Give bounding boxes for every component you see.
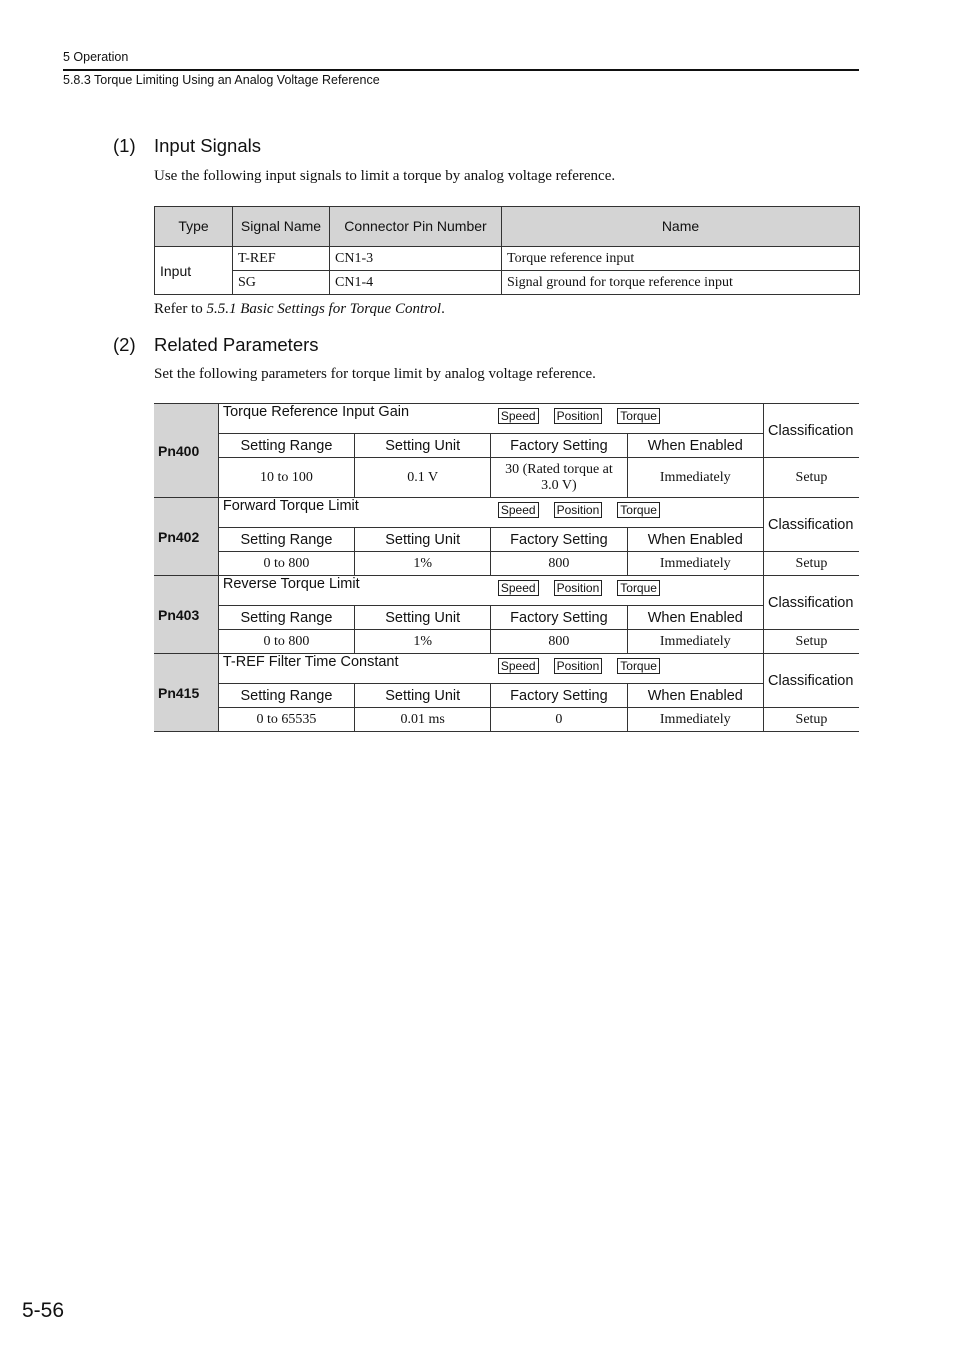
when-enabled-header: When Enabled [627,606,763,630]
table-header-row [155,207,860,247]
setting-unit-value: 0.1 V [355,458,491,498]
signal-cell: SG [233,271,330,295]
parameter-title-text: Forward Torque Limit [222,498,359,514]
column-header-signal-name: Signal Name [233,207,330,247]
setting-unit-value: 1% [355,552,491,576]
setting-unit-value: 0.01 ms [355,708,491,732]
factory-setting-value: 800 [491,630,627,654]
factory-setting-value: 800 [491,552,627,576]
control-mode-tags [498,580,675,596]
position-tag: Position [554,658,603,674]
setting-range-header: Setting Range [218,684,354,708]
factory-setting-header: Factory Setting [491,684,627,708]
when-enabled-header: When Enabled [627,434,763,458]
section-number: (2) [113,334,136,355]
setting-range-value: 10 to 100 [218,458,354,498]
column-header-name: Name [502,207,860,247]
type-cell: Input [155,247,233,295]
parameter-title-text: Reverse Torque Limit [222,576,360,592]
factory-setting-header: Factory Setting [491,528,627,552]
classification-value: Setup [764,630,860,654]
position-tag: Position [554,580,603,596]
name-cell: Signal ground for torque reference input [502,271,860,295]
table-row [155,247,860,271]
pin-cell: CN1-4 [330,271,502,295]
section-intro: Set the following parameters for torque limit by analog voltage reference. [154,366,596,382]
factory-setting-value: 0 [491,708,627,732]
section-title: Input Signals [154,135,261,156]
parameter-number: Pn400 [154,404,218,498]
column-header-type: Type [155,207,233,247]
section-intro: Use the following input signals to limit a torque by analog voltage reference. [154,168,616,184]
when-enabled-header: When Enabled [627,528,763,552]
setting-range-value: 0 to 800 [218,552,354,576]
setting-range-value: 0 to 800 [218,630,354,654]
when-enabled-value: Immediately [627,458,763,498]
parameter-title [218,654,763,684]
when-enabled-value: Immediately [627,552,763,576]
torque-tag: Torque [617,658,660,674]
name-cell: Torque reference input [502,247,860,271]
parameter-number: Pn415 [154,654,218,732]
control-mode-tags [498,658,675,674]
page-number: 5-56 [22,1299,65,1322]
section-number: (1) [113,135,136,156]
torque-tag: Torque [617,580,660,596]
factory-setting-value: 30 (Rated torque at 3.0 V) [491,458,627,498]
classification-header: Classification [764,404,860,458]
pin-cell: CN1-3 [330,247,502,271]
signal-cell: T-REF [233,247,330,271]
classification-header: Classification [764,654,860,708]
setting-unit-header: Setting Unit [355,434,491,458]
speed-tag: Speed [498,580,539,596]
running-header-section: 5.8.3 Torque Limiting Using an Analog Voltage Reference [63,73,380,87]
reference-prefix: Refer to [154,301,207,317]
reference-note [154,301,445,318]
when-enabled-header: When Enabled [627,684,763,708]
classification-header: Classification [764,576,860,630]
section-heading-related-parameters [113,334,319,356]
parameter-title [218,498,763,528]
factory-setting-header: Factory Setting [491,434,627,458]
setting-range-value: 0 to 65535 [218,708,354,732]
when-enabled-value: Immediately [627,708,763,732]
setting-range-header: Setting Range [218,606,354,630]
setting-range-header: Setting Range [218,434,354,458]
parameter-title-text: T-REF Filter Time Constant [222,654,399,670]
parameter-table-pn415 [154,653,859,732]
reference-link[interactable]: 5.5.1 Basic Settings for Torque Control [206,301,442,317]
parameter-number: Pn402 [154,498,218,576]
running-header-chapter: 5 Operation [63,50,129,64]
classification-value: Setup [764,458,860,498]
column-header-connector-pin: Connector Pin Number [330,207,502,247]
section-title: Related Parameters [154,334,319,355]
setting-unit-value: 1% [355,630,491,654]
parameter-title [218,404,763,434]
setting-unit-header: Setting Unit [355,606,491,630]
parameter-title-text: Torque Reference Input Gain [222,404,410,420]
parameter-table-pn400 [154,403,859,498]
speed-tag: Speed [498,658,539,674]
classification-header: Classification [764,498,860,552]
table-row [155,271,860,295]
classification-value: Setup [764,552,860,576]
classification-value: Setup [764,708,860,732]
speed-tag: Speed [498,408,539,424]
input-signals-table [154,206,860,295]
parameter-table-pn403 [154,575,859,654]
position-tag: Position [554,408,603,424]
section-heading-input-signals [113,135,261,157]
position-tag: Position [554,502,603,518]
torque-tag: Torque [617,502,660,518]
setting-unit-header: Setting Unit [355,528,491,552]
header-rule [63,69,859,71]
reference-suffix: . [441,301,445,317]
when-enabled-value: Immediately [627,630,763,654]
control-mode-tags [498,408,675,424]
setting-range-header: Setting Range [218,528,354,552]
control-mode-tags [498,502,675,518]
setting-unit-header: Setting Unit [355,684,491,708]
parameter-title [218,576,763,606]
torque-tag: Torque [617,408,660,424]
parameter-number: Pn403 [154,576,218,654]
speed-tag: Speed [498,502,539,518]
factory-setting-header: Factory Setting [491,606,627,630]
parameter-table-pn402 [154,497,859,576]
